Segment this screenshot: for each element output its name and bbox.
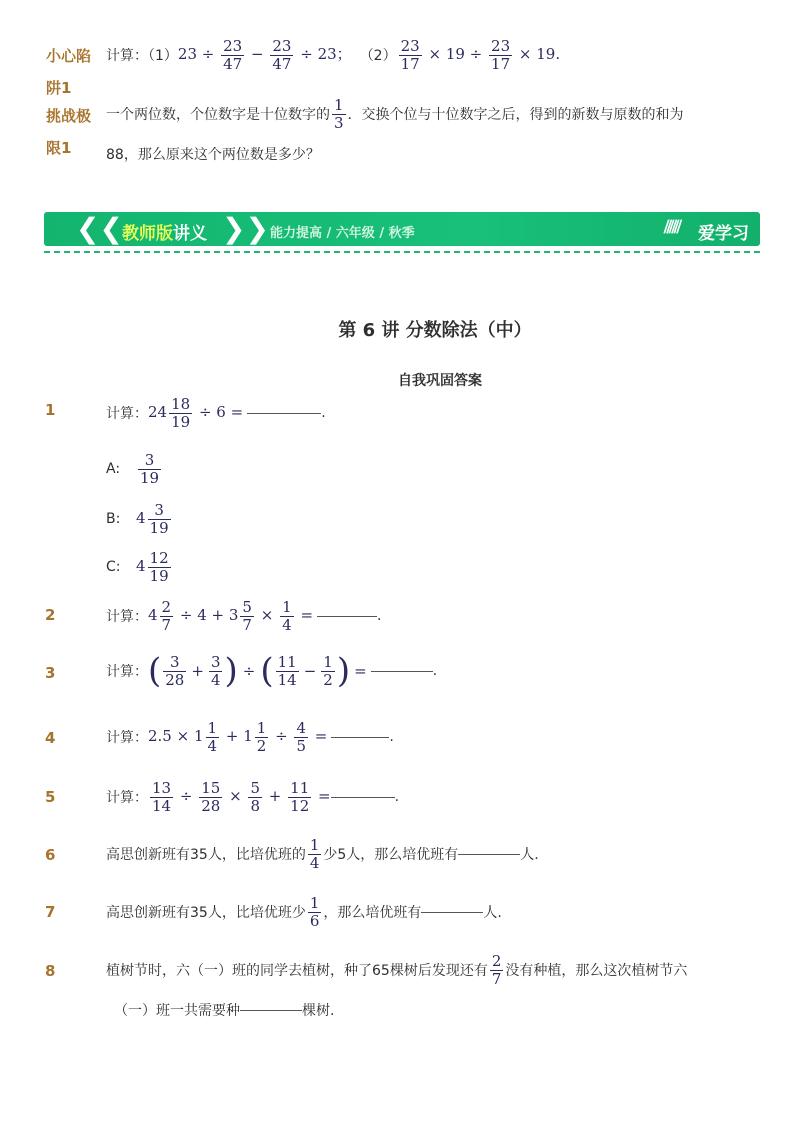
label-challenge: 挑战极: [46, 107, 92, 125]
brand-logo-text: 爱学习: [698, 224, 749, 244]
question-number: 4: [45, 729, 56, 747]
answer-blank[interactable]: [371, 671, 433, 672]
trap-frac-1: $\frac{23}{47}$: [223, 37, 243, 73]
trap-problem: 计算：（1） 23 ÷ $\frac{23}{47}$ − $\frac{23}{47}$ ÷ 23； （2） $\frac{23}{17}$ × 19 ÷ $\frac{23}{17}$ × 19.: [106, 37, 561, 73]
answer-blank[interactable]: [240, 1010, 302, 1011]
brand-logo-icon: ⫽⫽⫽: [664, 217, 680, 238]
trap-frac-4: $\frac{23}{17}$: [491, 37, 511, 73]
question-number: 8: [45, 962, 56, 980]
label-trap-num: 阱1: [46, 79, 72, 97]
question-8-line2: （一）班一共需要种 棵树.: [114, 1003, 335, 1019]
banner-subtitle: 能力提高 / 六年级 / 秋季: [270, 226, 415, 241]
challenge-frac: $\frac{1}{3}$: [334, 96, 344, 132]
answer-blank[interactable]: [421, 912, 483, 913]
trap-frac-3: $\frac{23}{17}$: [400, 37, 420, 73]
header-banner: [44, 212, 760, 246]
trap-part2-prefix: （2）: [359, 48, 397, 64]
question-number: 2: [45, 606, 56, 624]
challenge-problem-line2: 88，那么原来这个两位数是多少？: [106, 147, 320, 163]
q1-option-a[interactable]: A: $\frac{3}{19}$: [106, 451, 160, 487]
question-3: 计算： ( $\frac{3}{28}$ + $\frac{3}{4}$ ) ÷ ( $\frac{11}{14}$ − $\frac{1}{2}$ ) = .: [106, 651, 438, 691]
banner-title: 教师版讲义: [122, 224, 207, 244]
q1-frac: $\frac{18}{19}$: [171, 395, 191, 431]
question-number: 7: [45, 903, 56, 921]
trap-frac-2: $\frac{23}{47}$: [272, 37, 292, 73]
question-number: 3: [45, 664, 56, 682]
page-title: 第 6 讲 分数除法（中）: [338, 320, 532, 341]
label-challenge-num: 限1: [46, 139, 72, 157]
answer-blank[interactable]: [331, 737, 389, 738]
question-8-line1: 植树节时，六（一）班的同学去植树，种了65棵树后发现还有 $\frac{2}{7}$ 没有种植，那么这次植树节六: [106, 952, 688, 988]
question-4: 计算： 2.5 × 1 $\frac{1}{4}$ + 1 $\frac{1}{2}$ ÷ $\frac{4}{5}$ = .: [106, 719, 394, 755]
trap-prefix: 计算：（1）: [106, 48, 178, 64]
chevron-right-icon: ❯❯: [222, 212, 269, 245]
q1-option-b[interactable]: B: 4 $\frac{3}{19}$: [106, 501, 169, 537]
answer-blank[interactable]: [331, 797, 395, 798]
question-number: 5: [45, 788, 56, 806]
banner-divider: [44, 251, 760, 253]
chevron-left-icon: ❮❮: [76, 212, 123, 245]
answer-blank[interactable]: [247, 413, 321, 414]
answer-blank[interactable]: [317, 616, 377, 617]
question-1: 计算： 24 $\frac{18}{19}$ ÷ 6 = .: [106, 395, 326, 431]
question-5: 计算： $\frac{13}{14}$ ÷ $\frac{15}{28}$ × $\frac{5}{8}$ + $\frac{11}{12}$ = .: [106, 779, 400, 815]
question-number: 6: [45, 846, 56, 864]
question-number: 1: [45, 401, 56, 419]
answer-blank[interactable]: [458, 854, 520, 855]
q1-option-c[interactable]: C: 4 $\frac{12}{19}$: [106, 549, 169, 585]
section-subtitle: 自我巩固答案: [398, 373, 482, 389]
label-trap: 小心陷: [46, 47, 92, 65]
question-6: 高思创新班有35人，比培优班的 $\frac{1}{4}$ 少5人，那么培优班有 人.: [106, 836, 539, 872]
question-2: 计算： 4 $\frac{2}{7}$ ÷ 4 + 3 $\frac{5}{7}$ × $\frac{1}{4}$ = .: [106, 598, 382, 634]
trap-p1-a: 23 ÷: [177, 45, 215, 63]
challenge-problem-line1: 一个两位数，个位数字是十位数字的 $\frac{1}{3}$ ．交换个位与十位数字之后，得到的新数与原数的和为: [106, 96, 684, 132]
question-7: 高思创新班有35人，比培优班少 $\frac{1}{6}$ ，那么培优班有 人.: [106, 894, 502, 930]
